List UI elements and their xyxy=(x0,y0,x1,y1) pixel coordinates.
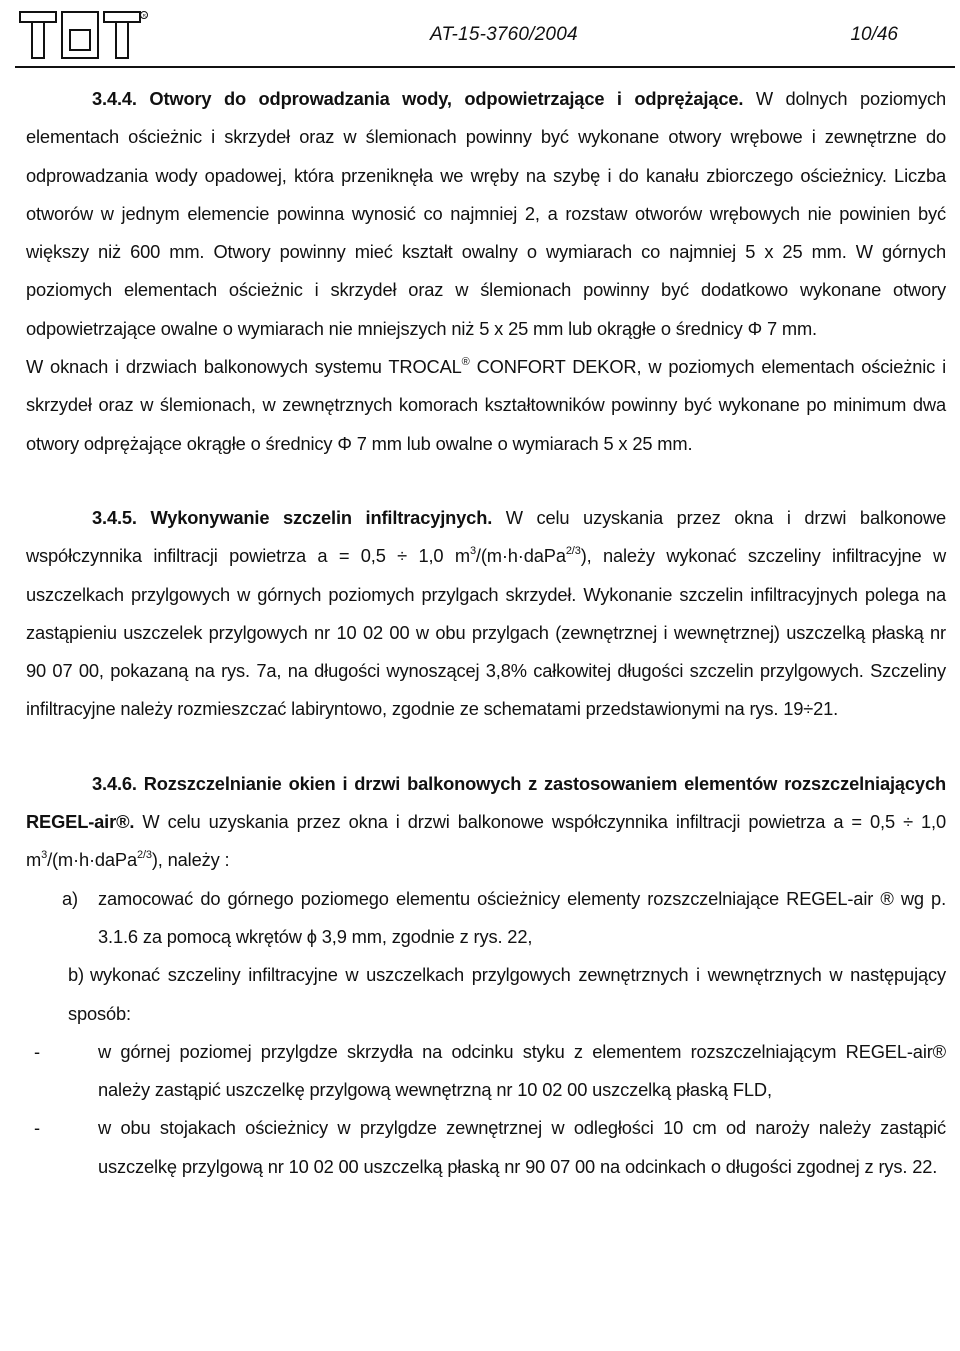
section-3-4-4-text: W dolnych poziomych elementach ościeżnic i skrzydeł oraz w ślemionach powinny być wykonane otwory wrębowe i zewnętrzne do odprowadzania wody opadowej, która przeniknęła we wręby na szybę i do kanału zbiorczego ościeżnicy. Liczba otworów w jednym elemencie powinna wynosić co najmniej 2, a rozstaw otworów wrębowych nie powinien być większy niż 600 mm. Otwory powinny mieć kształt owalny o wymiarach co najmniej 5 x 25 mm. W górnych poziomych elementach ościeżnic i skrzydeł oraz w ślemionach powinny być dodatkowo wykonane otwory odpowietrzające owalne o wymiarach nie mniejszych niż 5 x 25 mm lub okrągłe o średnicy Φ 7 mm. xyxy=(26,88,946,339)
list-item-text: zamocować do górnego poziomego elementu ościeżnicy elementy rozszczelniające REGEL-air ® wg p. 3.1.6 za pomocą wkrętów ϕ 3,9 mm, zgodnie z rys. 22, xyxy=(98,887,946,947)
page-number: 10/46 xyxy=(850,24,898,45)
section-3-4-4 xyxy=(26,80,946,348)
document-number: AT-15-3760/2004 xyxy=(430,24,578,45)
tot-logo xyxy=(18,10,148,60)
list-item-b xyxy=(26,956,946,1033)
spacer xyxy=(26,729,946,765)
list-item-text: w górnej poziomej przylgdze skrzydła na odcinku styku z elementem rozszczelniającym REGEL-air® należy zastąpić uszczelkę przylgową wewnętrzną nr 10 02 00 uszczelką płaską FLD, xyxy=(98,1040,946,1101)
spacer xyxy=(26,463,946,499)
list-marker: - xyxy=(34,1117,40,1139)
list-item-a xyxy=(26,880,946,957)
list-marker: - xyxy=(34,1040,40,1062)
section-3-4-6-heading: 3.4.6. Rozszczelnianie okien i drzwi balkonowych z zastosowaniem elementów rozszczelniających REGEL-air®. xyxy=(26,772,946,833)
list-marker: a) xyxy=(62,887,78,909)
section-3-4-6: 3.4.6. Rozszczelnianie okien i drzwi balkonowych z zastosowaniem elementów rozszczelniających REGEL-air®. W celu uzyskania przez okna i drzwi balkonowe współczynnika infiltracji powietrza a = 0,5 ÷ 1,0 $m^3/(m\cdot h\cdot daPa^{2/3})$, należy : xyxy=(26,772,946,871)
page-header xyxy=(0,0,960,68)
header-divider xyxy=(15,66,955,68)
document-body xyxy=(26,80,946,1186)
svg-text:R: R xyxy=(142,13,146,18)
list-item-text: wykonać szczeliny infiltracyjne w uszczelkach przylgowych zewnętrznych i wewnętrznych w następujący sposób: xyxy=(68,964,946,1024)
list-item-text: w obu stojakach ościeżnicy w przylgdze zewnętrznej w odległości 10 cm od naroży należy zastąpić uszczelkę przylgową nr 10 02 00 uszczelką płaską nr 90 07 00 na odcinkach o długości zgodnej z rys. 22. xyxy=(98,1117,946,1177)
list-item-dash-2 xyxy=(26,1109,946,1186)
section-3-4-5: 3.4.5. Wykonywanie szczelin infiltracyjnych. W celu uzyskania przez okna i drzwi balkonowe współczynnika infiltracji powietrza a = 0,5 ÷ 1,0 $m^3/(m\cdot h\cdot daPa^{2/3})$, należy wykonać szczeliny infiltracyjne w uszczelkach przylgowych w górnych poziomych przylgach skrzydeł. Wykonanie szczelin infiltracyjnych polega na zastąpieniu uszczelek przylgowych nr 10 02 00 w obu przylgach (zewnętrznej i wewnętrznej) uszczelką płaską nr 90 07 00, pokazaną na rys. 7a, na długości wynoszącej 3,8% całkowitej długości szczelin przylgowych. Szczeliny infiltracyjne należy rozmieszczać labiryntowo, zgodnie ze schematami przedstawionymi na rys. 19÷21. xyxy=(26,506,946,720)
section-3-4-5-heading: 3.4.5. Wykonywanie szczelin infiltracyjnych. xyxy=(92,506,493,528)
list-item-dash-1 xyxy=(26,1033,946,1110)
list-marker: b) xyxy=(68,964,84,986)
section-3-4-4-trocal-paragraph: W oknach i drzwiach balkonowych systemu TROCAL® CONFORT DEKOR, w poziomych elementach ościeżnic i skrzydeł oraz w ślemionach, w zewnętrznych komorach kształtowników powinny być wykonane po minimum dwa otwory odprężające okrągłe o średnicy Φ 7 mm lub owalne o wymiarach 5 x 25 mm. xyxy=(26,356,946,454)
section-3-4-4-heading: 3.4.4. Otwory do odprowadzania wody, odpowietrzające i odprężające. xyxy=(92,88,744,109)
